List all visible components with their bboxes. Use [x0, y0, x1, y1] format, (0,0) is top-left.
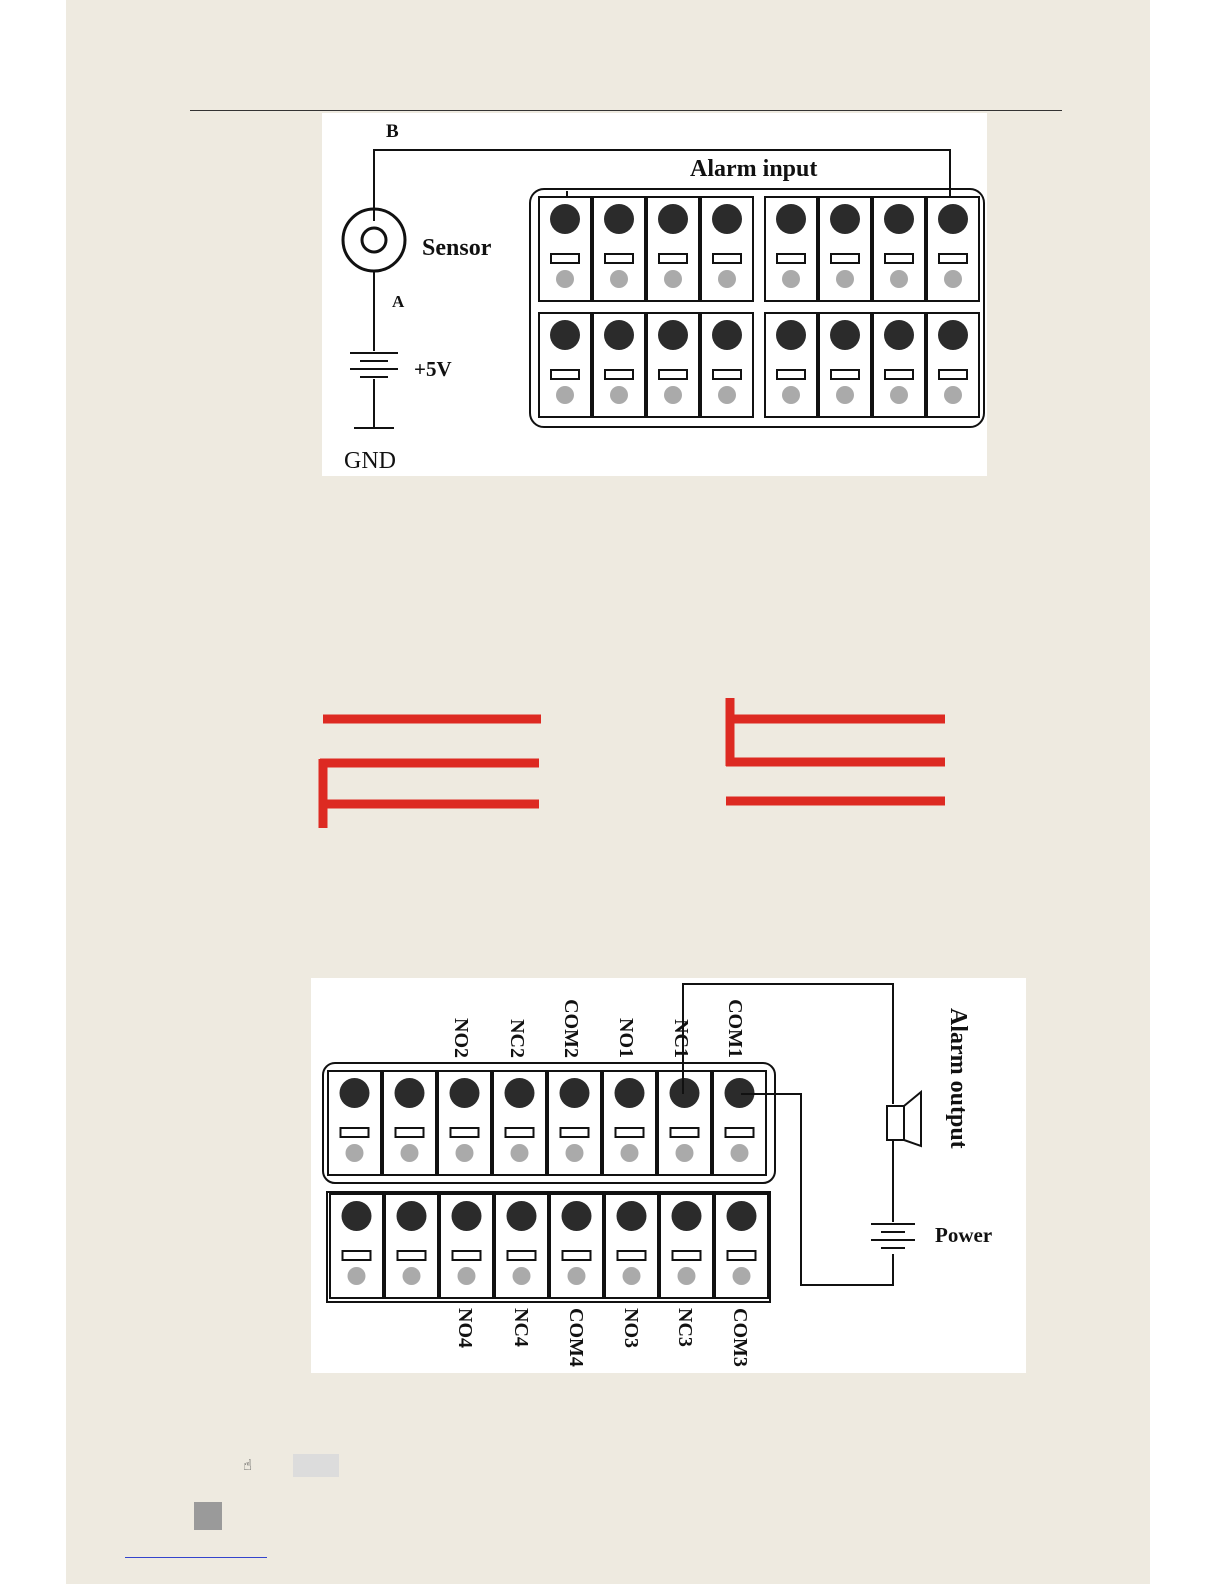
terminal — [701, 197, 753, 301]
terminal — [385, 1194, 438, 1298]
top-terminal-label: NO2 — [450, 1018, 472, 1058]
gnd-label: GND — [344, 448, 396, 474]
terminal — [328, 1071, 381, 1175]
sensor-label: Sensor — [422, 235, 492, 261]
alarm-output-diagram — [311, 978, 1026, 1373]
header-rule — [190, 110, 1062, 111]
page-marker-square — [194, 1502, 222, 1530]
terminal — [593, 313, 645, 417]
alarm-input-terminal-block — [539, 193, 979, 421]
terminal — [605, 1194, 658, 1298]
terminal — [701, 313, 753, 417]
power-battery-symbol — [871, 1224, 915, 1248]
terminal — [819, 197, 871, 301]
terminal — [548, 1071, 601, 1175]
terminal — [493, 1071, 546, 1175]
top-terminal-labels — [450, 999, 746, 1058]
bottom-terminal-label: NC3 — [674, 1308, 696, 1347]
terminal — [495, 1194, 548, 1298]
terminal — [647, 313, 699, 417]
terminal — [715, 1194, 768, 1298]
alarm-input-diagram — [322, 113, 987, 476]
highlight-box — [293, 1454, 339, 1477]
terminal — [873, 313, 925, 417]
terminal — [765, 197, 817, 301]
top-terminal-label: COM2 — [560, 999, 582, 1058]
red-marker-lines — [310, 690, 960, 840]
terminal — [660, 1194, 713, 1298]
terminal — [873, 197, 925, 301]
voltage-label: +5V — [414, 357, 452, 381]
terminal — [438, 1071, 491, 1175]
terminal — [647, 197, 699, 301]
terminal — [440, 1194, 493, 1298]
power-label: Power — [935, 1223, 993, 1247]
terminal — [927, 313, 979, 417]
top-terminal-label: COM1 — [724, 999, 746, 1058]
bottom-terminal-label: NC4 — [510, 1308, 532, 1347]
top-terminal-label: NO1 — [615, 1018, 637, 1058]
battery-symbol — [350, 353, 398, 377]
hand-pointer-icon[interactable]: ☝ — [243, 1456, 253, 1474]
alarm-output-terminal-block — [327, 1071, 770, 1302]
top-terminal-label: NC1 — [670, 1019, 692, 1058]
bottom-terminal-label: NO3 — [620, 1308, 642, 1348]
bottom-terminal-label: COM3 — [729, 1308, 751, 1367]
terminal — [550, 1194, 603, 1298]
label-b: B — [386, 121, 399, 142]
top-terminal-label: NC2 — [506, 1019, 528, 1058]
label-a: A — [392, 292, 405, 311]
terminal — [713, 1071, 766, 1175]
alarm-output-label: Alarm output — [945, 1008, 971, 1149]
alarm-input-label: Alarm input — [690, 156, 818, 182]
bottom-terminal-labels — [454, 1308, 751, 1367]
terminal — [383, 1071, 436, 1175]
bottom-terminal-label: COM4 — [565, 1308, 587, 1367]
terminal — [658, 1071, 711, 1175]
terminal — [593, 197, 645, 301]
terminal — [927, 197, 979, 301]
terminal — [819, 313, 871, 417]
footnote-link-line[interactable] — [125, 1557, 267, 1558]
bottom-terminal-label: NO4 — [454, 1308, 476, 1348]
terminal — [539, 313, 591, 417]
terminal — [603, 1071, 656, 1175]
terminal — [765, 313, 817, 417]
terminal — [539, 197, 591, 301]
terminal — [330, 1194, 383, 1298]
